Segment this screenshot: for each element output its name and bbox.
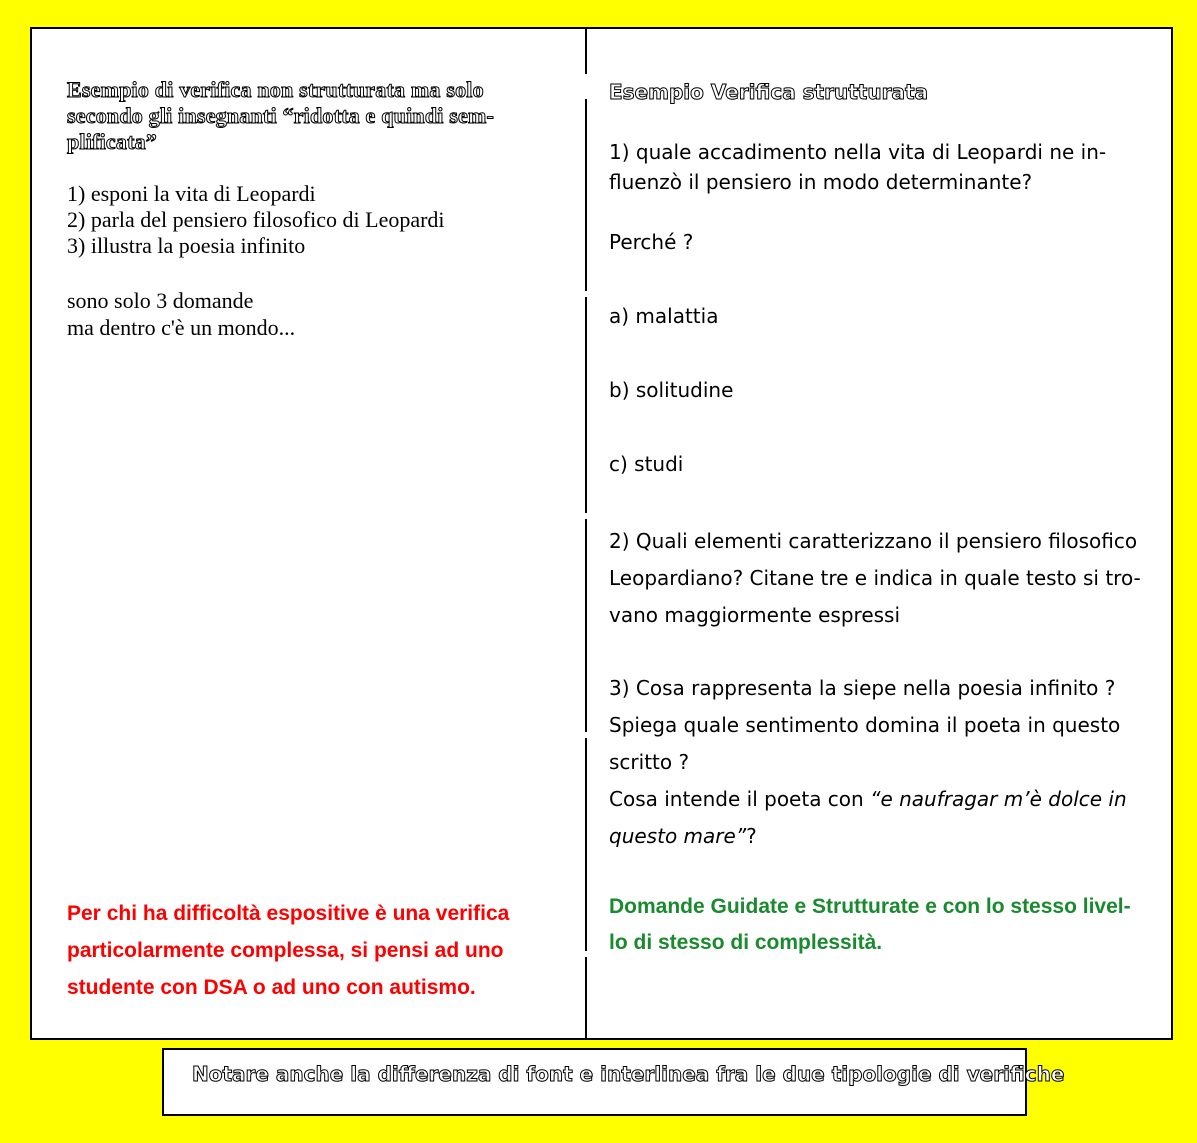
summary-line: Domande Guidate e Strutturate e con lo stesso livel- (609, 895, 1131, 918)
option-a: a) malattia (609, 304, 719, 328)
question-line: 2) Quali elementi caratterizzano il pensiero filosofico (609, 529, 1138, 553)
note-text (67, 287, 557, 341)
warning-line: particolarmente complessa, si pensi ad uno (67, 939, 504, 962)
why-prompt: Perché ? (609, 230, 694, 254)
question-line: Leopardiano? Citane tre e indica in quale testo si tro- (609, 566, 1141, 590)
divider-gap (580, 951, 592, 957)
unstructured-question-list (67, 181, 557, 259)
column-divider (585, 29, 587, 1038)
divider-gap (580, 74, 592, 99)
question-item: 1) esponi la vita di Leopardi (67, 181, 316, 206)
question-line: scritto ? (609, 750, 690, 774)
divider-gap (580, 513, 592, 519)
quote-suffix: ? (746, 824, 757, 848)
note-line: sono solo 3 domande (67, 288, 254, 313)
title-line: Esempio di verifica non strutturata ma solo (67, 77, 484, 102)
question-item: 2) parla del pensiero filosofico di Leopardi (67, 207, 445, 232)
warning-line: Per chi ha difficoltà espositive è una verifica (67, 902, 510, 925)
structured-test-title: Esempio Verifica strutturata (609, 80, 928, 104)
question-line: fluenzò il pensiero in modo determinante? (609, 170, 1033, 194)
footer-note: Notare anche la differenza di font e interlinea fra le due tipologie di verifiche (192, 1062, 1065, 1086)
warning-line: studente con DSA o ad uno con autismo. (67, 976, 476, 999)
question-line: 3) Cosa rappresenta la siepe nella poesia infinito ? (609, 676, 1116, 700)
divider-gap (580, 291, 592, 297)
footer-note-box (162, 1048, 1065, 1116)
quote-line (609, 818, 1159, 855)
structured-summary (609, 889, 1164, 961)
option-b: b) solitudine (609, 378, 734, 402)
quote-line (609, 781, 1159, 818)
quote-text: “e naufragar m’è dolce in (870, 787, 1127, 811)
question-item: 3) illustra la poesia infinito (67, 233, 306, 258)
divider-gap (580, 732, 592, 738)
quote-prefix: Cosa intende il poeta con (609, 787, 871, 811)
question-2 (609, 523, 1159, 634)
question-line: Spiega quale sentimento domina il poeta in questo (609, 713, 1121, 737)
summary-line: lo di stesso di complessità. (609, 931, 883, 954)
option-c: c) studi (609, 452, 684, 476)
quote-text: questo mare” (609, 824, 747, 848)
unstructured-test-title (67, 77, 557, 155)
title-line: secondo gli insegnanti “ridotta e quindi sem- (67, 103, 495, 128)
question-3 (609, 670, 1159, 855)
question-line: vano maggiormente espressi (609, 603, 901, 627)
difficulty-warning (67, 895, 557, 1006)
title-line: plificata” (67, 129, 157, 154)
question-line: 1) quale accadimento nella vita di Leopardi ne in- (609, 140, 1107, 164)
comparison-panel (30, 27, 1173, 1040)
unstructured-test-column (67, 77, 557, 341)
question-1 (609, 137, 1159, 197)
structured-test-column (609, 77, 1159, 855)
note-line: ma dentro c'è un mondo... (67, 315, 296, 340)
